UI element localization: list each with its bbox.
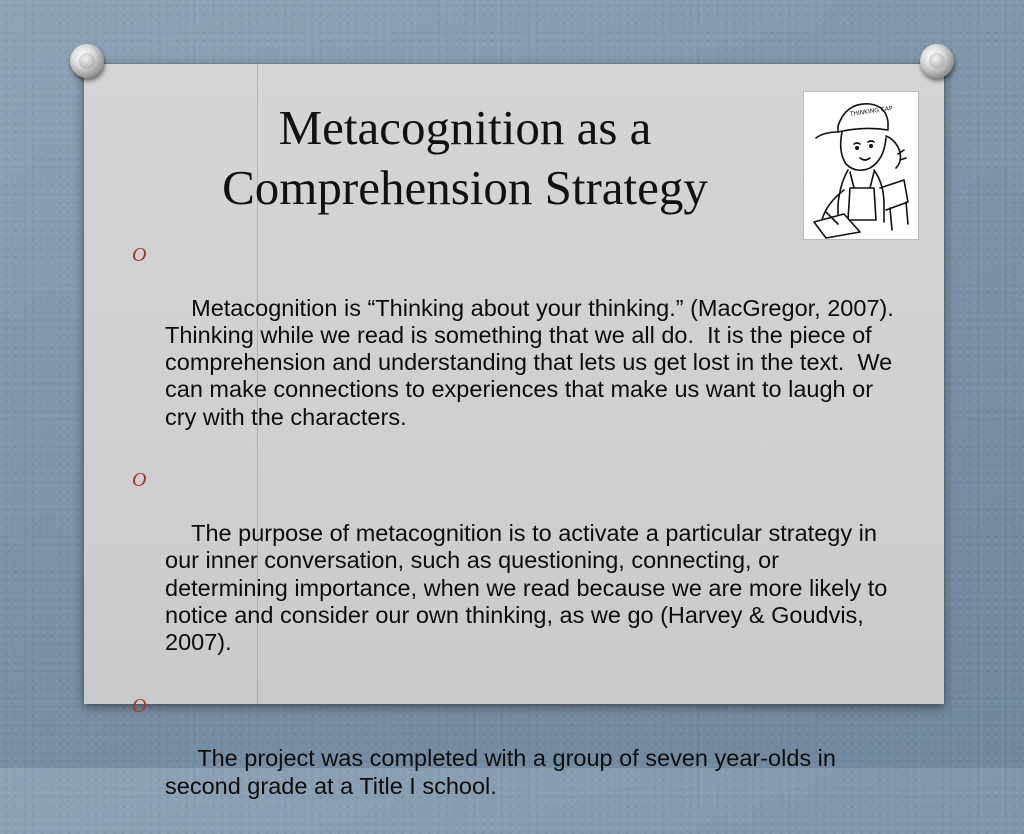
title-line-1: Metacognition as a xyxy=(278,100,652,155)
bullet-text-2: The purpose of metacognition is to activate a particular strategy in our inner conversation, such as questioning, connecting, or determining importance, when we read because we are more likely to notice and consider our own thinking, as we go (Harvey & Goudvis, 2007). xyxy=(165,519,894,656)
thinking-cap-girl-icon xyxy=(804,92,918,239)
bullet-item-2 xyxy=(128,465,908,683)
thinking-cap-clipart xyxy=(803,91,919,240)
bullet-marker-icon: O xyxy=(132,244,147,266)
bullet-marker-icon: O xyxy=(132,694,147,717)
pushpin-left-icon xyxy=(70,44,104,78)
bullet-item-1 xyxy=(128,240,908,458)
bullet-list xyxy=(128,240,908,834)
bullet-text-3: The project was completed with a group of seven year-olds in second grade at a Title I school. xyxy=(165,745,843,799)
bullet-marker-icon: O xyxy=(132,469,147,492)
clipart-cap-text: THINKING CAP xyxy=(849,104,894,118)
title-line-2: Comprehension Strategy xyxy=(222,160,708,215)
bullet-item-3 xyxy=(128,691,908,827)
bullet-text-1: Metacognition is “Thinking about your thinking.” (MacGregor, 2007). Thinking while we read is something that we all do. It is the piece of comprehension and understanding that lets us get lost in the text. We can make connections to experiences that make us want to laugh or cry with the characters. xyxy=(165,294,907,430)
slide-title xyxy=(150,98,780,218)
pushpin-right-icon xyxy=(920,44,954,78)
